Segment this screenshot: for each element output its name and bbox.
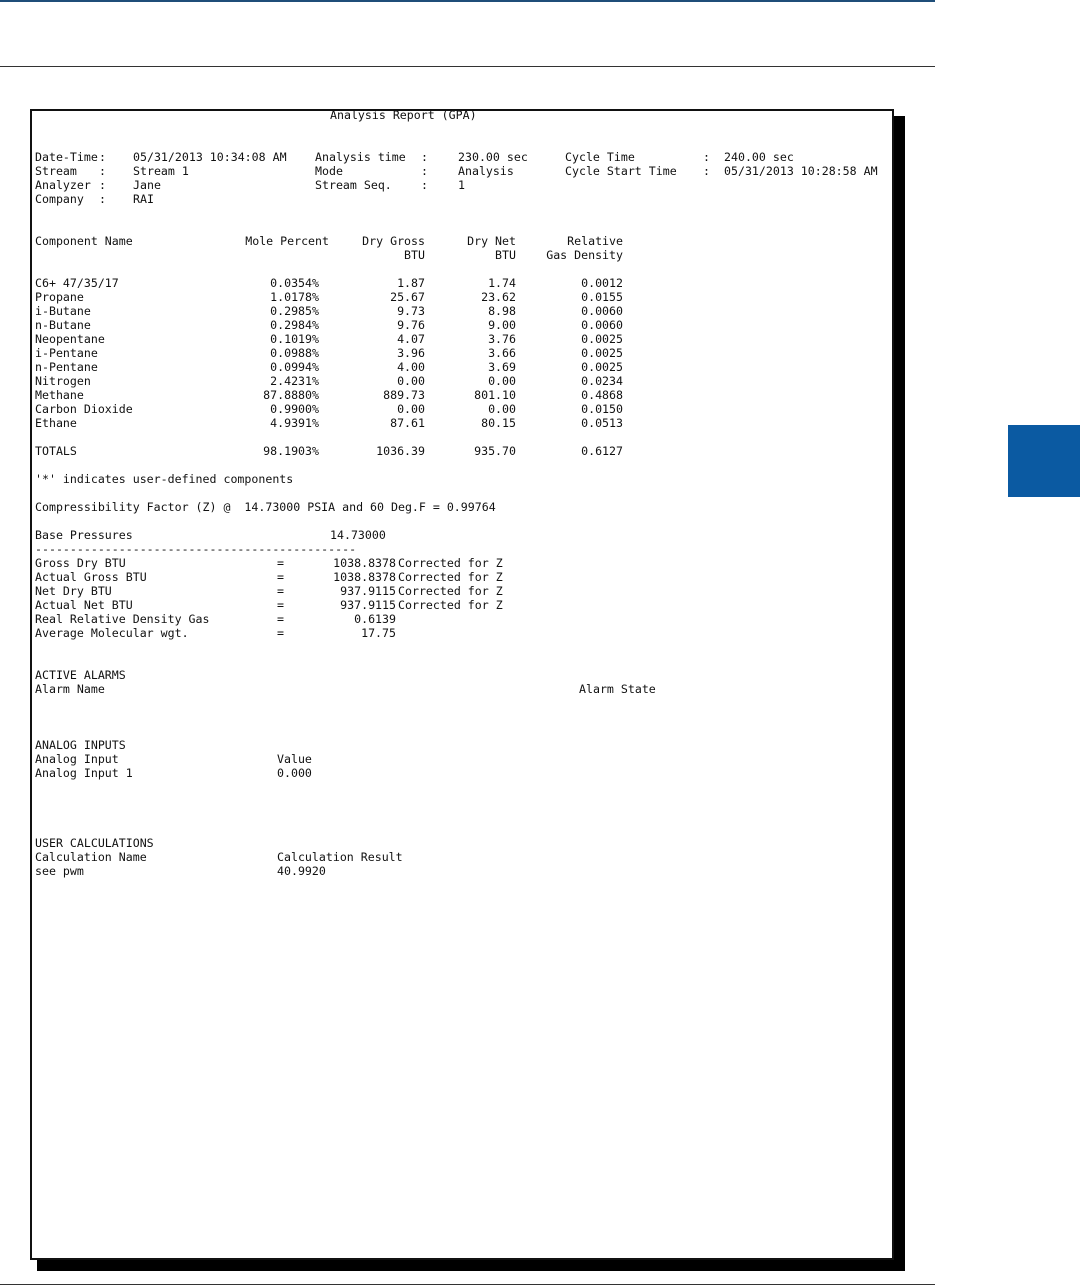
calc-row	[35, 626, 892, 640]
mode-value: Analysis	[458, 164, 514, 178]
component-name: n-Butane	[35, 318, 91, 332]
table-row	[35, 332, 892, 346]
header-label: Cycle Start Time	[565, 164, 677, 178]
component-name: Propane	[35, 290, 84, 304]
dry-gross-btu: 87.61	[390, 416, 425, 430]
base-pressures-value: 14.73000	[330, 528, 386, 542]
calc-value: 937.9115	[340, 584, 396, 598]
stream-seq-value: 1	[458, 178, 465, 192]
col-header-gross-unit: BTU	[404, 248, 425, 262]
calc-value: 1038.8378	[333, 556, 396, 570]
dry-gross-btu: 9.73	[397, 304, 425, 318]
calc-value: 17.75	[361, 626, 396, 640]
calc-label: Real Relative Density Gas	[35, 612, 210, 626]
totals-row	[35, 444, 892, 458]
dry-net-btu: 0.00	[488, 402, 516, 416]
header-label: Analysis time	[315, 150, 406, 164]
col-header-net: Dry Net	[467, 234, 516, 248]
dry-gross-btu: 0.00	[397, 374, 425, 388]
calc-note: Corrected for Z	[398, 570, 503, 584]
relative-density: 0.0155	[581, 290, 623, 304]
analog-input-name: Analog Input 1	[35, 766, 133, 780]
header-label: Analyzer	[35, 178, 91, 192]
table-row	[35, 388, 892, 402]
calc-row	[35, 556, 892, 570]
equals-sign: =	[277, 612, 284, 626]
relative-density: 0.4868	[581, 388, 623, 402]
calc-row	[35, 598, 892, 612]
header-rule-top	[0, 0, 935, 2]
mole-percent: 1.0178%	[270, 290, 319, 304]
company-value: RAI	[133, 192, 154, 206]
base-pressures-label: Base Pressures	[35, 528, 133, 542]
col-header-mole: Mole Percent	[245, 234, 329, 248]
table-row	[35, 346, 892, 360]
mole-percent: 0.0988%	[270, 346, 319, 360]
header-label: Stream	[35, 164, 77, 178]
header-row-2: Stream : Stream 1 Mode : Analysis Cycle Start Time : 05/31/2013 10:28:58 AM	[35, 164, 878, 178]
equals-sign: =	[277, 570, 284, 584]
calc-label: Gross Dry BTU	[35, 556, 126, 570]
header-row-4: Company : RAI	[35, 192, 154, 206]
dry-net-btu: 9.00	[488, 318, 516, 332]
totals-relative: 0.6127	[581, 444, 623, 458]
header-label: Date-Time	[35, 150, 98, 164]
analog-input-col: Analog Input	[35, 752, 119, 766]
col-header-relative: Relative	[567, 234, 623, 248]
dry-gross-btu: 1.87	[397, 276, 425, 290]
header-row-3: Analyzer : Jane Stream Seq. : 1	[35, 178, 465, 192]
table-header-row-1	[35, 234, 892, 248]
analog-heading: ANALOG INPUTS	[35, 738, 126, 752]
calc-label: Actual Net BTU	[35, 598, 133, 612]
relative-density: 0.0234	[581, 374, 623, 388]
col-header-gross: Dry Gross	[362, 234, 425, 248]
chapter-side-tab	[1008, 425, 1080, 497]
equals-sign: =	[277, 598, 284, 612]
col-header-component: Component Name	[35, 234, 133, 248]
dry-net-btu: 801.10	[474, 388, 516, 402]
calc-result-col: Calculation Result	[277, 850, 403, 864]
cycle-start-value: 05/31/2013 10:28:58 AM	[724, 164, 878, 178]
equals-sign: =	[277, 584, 284, 598]
component-name: Carbon Dioxide	[35, 402, 133, 416]
calc-row	[35, 570, 892, 584]
component-name: i-Pentane	[35, 346, 98, 360]
relative-density: 0.0150	[581, 402, 623, 416]
component-name: C6+ 47/35/17	[35, 276, 119, 290]
alarm-state-col: Alarm State	[579, 682, 656, 696]
component-name: Nitrogen	[35, 374, 91, 388]
cycle-time-value: 240.00 sec	[724, 150, 794, 164]
relative-density: 0.0025	[581, 360, 623, 374]
calc-name-col: Calculation Name	[35, 850, 147, 864]
calc-row	[35, 612, 892, 626]
header-row-1: Date-Time : 05/31/2013 10:34:08 AM Analysis time : 230.00 sec Cycle Time : 240.00 sec	[35, 150, 794, 164]
relative-density: 0.0060	[581, 318, 623, 332]
dry-gross-btu: 25.67	[390, 290, 425, 304]
table-row	[35, 290, 892, 304]
user-calc-value: 40.9920	[277, 864, 326, 878]
relative-density: 0.0025	[581, 332, 623, 346]
base-pressures-row	[35, 528, 892, 542]
relative-density: 0.0060	[581, 304, 623, 318]
calculated-values	[35, 556, 892, 640]
header-label: Mode	[315, 164, 343, 178]
component-table	[35, 276, 892, 430]
totals-net: 935.70	[474, 444, 516, 458]
analog-row	[35, 766, 892, 780]
stream-value: Stream 1	[133, 164, 189, 178]
dry-net-btu: 3.76	[488, 332, 516, 346]
dry-net-btu: 1.74	[488, 276, 516, 290]
calc-note: Corrected for Z	[398, 584, 503, 598]
table-row	[35, 304, 892, 318]
relative-density: 0.0012	[581, 276, 623, 290]
report-title: Analysis Report (GPA)	[330, 109, 477, 122]
mole-percent: 0.0354%	[270, 276, 319, 290]
totals-label: TOTALS	[35, 444, 77, 458]
calc-row	[35, 584, 892, 598]
table-row	[35, 276, 892, 290]
mole-percent: 0.0994%	[270, 360, 319, 374]
dry-net-btu: 8.98	[488, 304, 516, 318]
calc-value: 937.9115	[340, 598, 396, 612]
footer-rule	[0, 1284, 935, 1285]
header-label: Stream Seq.	[315, 178, 392, 192]
totals-mole: 98.1903%	[263, 444, 319, 458]
mole-percent: 87.8880%	[263, 388, 319, 402]
component-name: n-Pentane	[35, 360, 98, 374]
user-calc-row	[35, 864, 892, 878]
calc-value: 1038.8378	[333, 570, 396, 584]
dry-gross-btu: 9.76	[397, 318, 425, 332]
dry-gross-btu: 3.96	[397, 346, 425, 360]
component-name: Ethane	[35, 416, 77, 430]
mole-percent: 0.9900%	[270, 402, 319, 416]
totals-gross: 1036.39	[376, 444, 425, 458]
alarms-header-row	[35, 682, 892, 696]
dry-gross-btu: 4.07	[397, 332, 425, 346]
mole-percent: 4.9391%	[270, 416, 319, 430]
dry-gross-btu: 0.00	[397, 402, 425, 416]
equals-sign: =	[277, 556, 284, 570]
mole-percent: 0.2985%	[270, 304, 319, 318]
relative-density: 0.0513	[581, 416, 623, 430]
dry-net-btu: 0.00	[488, 374, 516, 388]
dry-net-btu: 3.66	[488, 346, 516, 360]
dry-net-btu: 23.62	[481, 290, 516, 304]
analog-input-value: 0.000	[277, 766, 312, 780]
dry-gross-btu: 4.00	[397, 360, 425, 374]
user-calcs-header-row	[35, 850, 892, 864]
table-row	[35, 360, 892, 374]
analysis-report-page	[30, 109, 894, 1260]
section-divider: ----------------------------------------------	[35, 542, 357, 556]
mole-percent: 0.1019%	[270, 332, 319, 346]
calc-value: 0.6139	[354, 612, 396, 626]
compressibility-line: Compressibility Factor (Z) @ 14.73000 PSIA and 60 Deg.F = 0.99764	[35, 500, 496, 514]
mole-percent: 2.4231%	[270, 374, 319, 388]
dry-net-btu: 80.15	[481, 416, 516, 430]
date-time-value: 05/31/2013 10:34:08 AM	[133, 150, 287, 164]
analyzer-value: Jane	[133, 178, 161, 192]
relative-density: 0.0025	[581, 346, 623, 360]
table-row	[35, 402, 892, 416]
col-header-gas-density: Gas Density	[546, 248, 623, 262]
component-name: i-Butane	[35, 304, 91, 318]
header-rule	[0, 66, 935, 67]
header-label: Cycle Time	[565, 150, 635, 164]
calc-note: Corrected for Z	[398, 598, 503, 612]
user-calc-name: see pwm	[35, 864, 84, 878]
calc-note: Corrected for Z	[398, 556, 503, 570]
header-label: Company	[35, 192, 84, 206]
component-name: Methane	[35, 388, 84, 402]
alarm-name-col: Alarm Name	[35, 682, 105, 696]
equals-sign: =	[277, 626, 284, 640]
mole-percent: 0.2984%	[270, 318, 319, 332]
calc-label: Average Molecular wgt.	[35, 626, 189, 640]
analog-value-col: Value	[277, 752, 312, 766]
col-header-net-unit: BTU	[495, 248, 516, 262]
analog-header-row	[35, 752, 892, 766]
analysis-time-value: 230.00 sec	[458, 150, 528, 164]
table-row	[35, 374, 892, 388]
component-name: Neopentane	[35, 332, 105, 346]
calc-label: Actual Gross BTU	[35, 570, 147, 584]
calc-label: Net Dry BTU	[35, 584, 112, 598]
user-defined-note: '*' indicates user-defined components	[35, 472, 294, 486]
table-row	[35, 416, 892, 430]
table-row	[35, 318, 892, 332]
dry-gross-btu: 889.73	[383, 388, 425, 402]
table-header-row-2	[35, 248, 892, 262]
alarms-heading: ACTIVE ALARMS	[35, 668, 126, 682]
dry-net-btu: 3.69	[488, 360, 516, 374]
user-calcs-heading: USER CALCULATIONS	[35, 836, 154, 850]
